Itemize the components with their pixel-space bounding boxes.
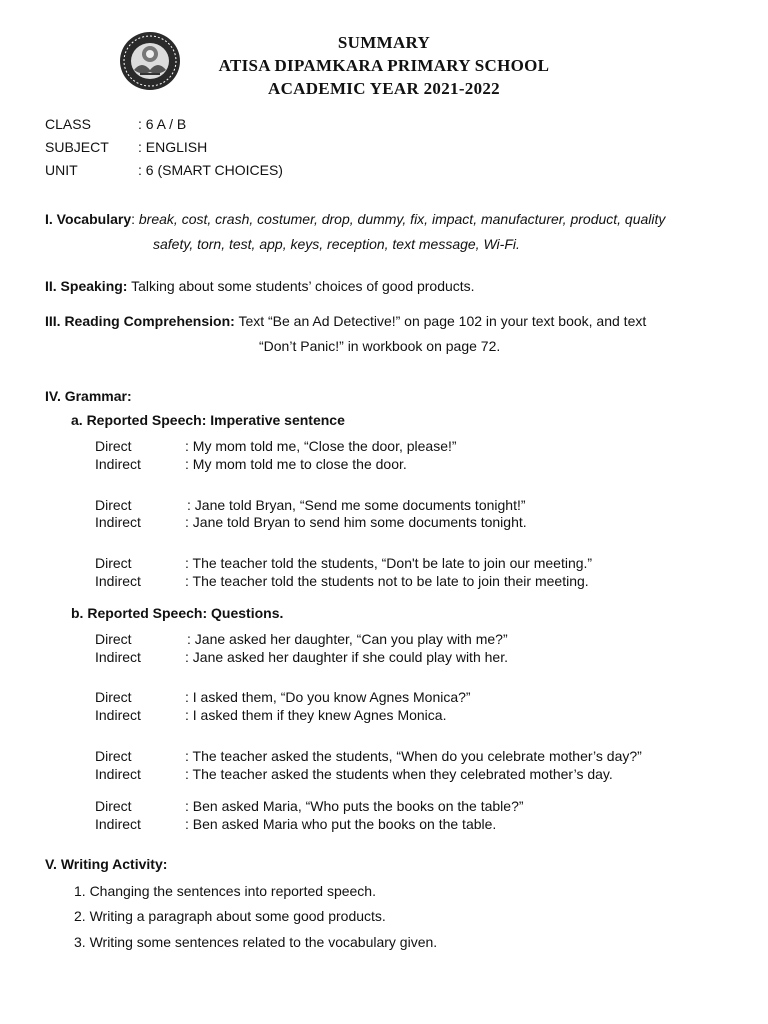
subject-label: SUBJECT xyxy=(45,139,109,155)
indirect-sentence: : The teacher asked the students when they celebrated mother’s day. xyxy=(185,766,613,782)
grammar-a-heading: a. Reported Speech: Imperative sentence xyxy=(71,412,345,428)
vocabulary-heading: I. Vocabulary xyxy=(45,211,132,227)
class-label: CLASS xyxy=(45,116,91,132)
direct-sentence: : I asked them, “Do you know Agnes Monica?” xyxy=(185,689,471,705)
indirect-sentence: : Jane asked her daughter if she could play with her. xyxy=(185,649,508,665)
class-value: : 6 A / B xyxy=(138,116,187,132)
indirect-label: Indirect xyxy=(95,816,141,832)
direct-label: Direct xyxy=(95,438,132,454)
direct-label: Direct xyxy=(95,689,132,705)
indirect-label: Indirect xyxy=(95,456,141,472)
speaking-heading: II. Speaking: xyxy=(45,278,128,294)
indirect-label: Indirect xyxy=(95,573,141,589)
writing-item: 3. Writing some sentences related to the vocabulary given. xyxy=(74,934,438,950)
grammar-b-heading: b. Reported Speech: Questions. xyxy=(71,605,284,621)
direct-sentence: : My mom told me, “Close the door, please!” xyxy=(185,438,457,454)
unit-label: UNIT xyxy=(45,162,78,178)
direct-label: Direct xyxy=(95,497,132,513)
subject-value: : ENGLISH xyxy=(138,139,208,155)
indirect-label: Indirect xyxy=(95,766,141,782)
writing-heading: V. Writing Activity: xyxy=(45,856,168,872)
indirect-label: Indirect xyxy=(95,649,141,665)
direct-label: Direct xyxy=(95,555,132,571)
vocabulary-line-2: safety, torn, test, app, keys, reception, text message, Wi-Fi. xyxy=(153,236,520,252)
indirect-label: Indirect xyxy=(95,514,141,530)
indirect-sentence: : The teacher told the students not to be late to join their meeting. xyxy=(185,573,589,589)
indirect-sentence: : I asked them if they knew Agnes Monica. xyxy=(185,707,447,723)
speaking-text: Talking about some students’ choices of good products. xyxy=(131,278,475,294)
indirect-sentence: : Jane told Bryan to send him some documents tonight. xyxy=(185,514,527,530)
speaking-section xyxy=(45,278,475,294)
school-name: ATISA DIPAMKARA PRIMARY SCHOOL xyxy=(218,56,550,75)
direct-sentence: : The teacher asked the students, “When do you celebrate mother’s day?” xyxy=(185,748,642,764)
reading-heading: III. Reading Comprehension: xyxy=(45,313,235,329)
writing-item: 1. Changing the sentences into reported speech. xyxy=(74,883,376,899)
vocabulary-section: I. Vocabulary: break, cost, crash, costumer, drop, dummy, fix, impact, manufacturer, product, quality xyxy=(45,211,666,227)
writing-item: 2. Writing a paragraph about some good products. xyxy=(74,908,386,924)
reading-line-2: “Don’t Panic!” in workbook on page 72. xyxy=(259,338,501,354)
direct-sentence: : Jane asked her daughter, “Can you play with me?” xyxy=(187,631,508,647)
reading-section xyxy=(45,313,646,329)
vocabulary-line-1: break, cost, crash, costumer, drop, dummy, fix, impact, manufacturer, product, quality xyxy=(138,211,666,227)
unit-value: : 6 (SMART CHOICES) xyxy=(138,162,283,178)
reading-line-1: Text “Be an Ad Detective!” on page 102 in your text book, and text xyxy=(238,313,647,329)
direct-sentence: : Ben asked Maria, “Who puts the books on the table?” xyxy=(185,798,524,814)
indirect-label: Indirect xyxy=(95,707,141,723)
summary-title: SUMMARY xyxy=(337,33,431,52)
indirect-sentence: : Ben asked Maria who put the books on the table. xyxy=(185,816,497,832)
direct-sentence: : The teacher told the students, “Don't be late to join our meeting.” xyxy=(185,555,593,571)
indirect-sentence: : My mom told me to close the door. xyxy=(185,456,407,472)
direct-sentence: : Jane told Bryan, “Send me some documents tonight!” xyxy=(187,497,526,513)
grammar-heading: IV. Grammar: xyxy=(45,388,132,404)
direct-label: Direct xyxy=(95,748,132,764)
academic-year: ACADEMIC YEAR 2021-2022 xyxy=(268,79,500,98)
direct-label: Direct xyxy=(95,798,132,814)
direct-label: Direct xyxy=(95,631,132,647)
